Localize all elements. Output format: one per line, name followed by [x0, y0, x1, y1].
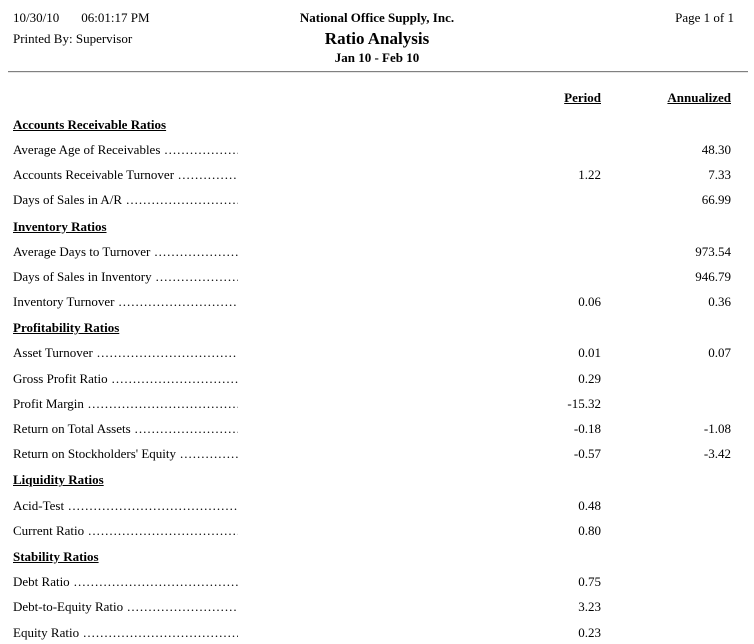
- dot-leader: [68, 498, 238, 514]
- period-value: -0.18: [573, 421, 601, 437]
- dot-leader: [88, 523, 238, 539]
- dot-leader: [164, 142, 238, 158]
- ratio-row: [13, 518, 731, 543]
- ratio-row: [13, 137, 731, 162]
- ratio-label: Acid-Test: [13, 497, 65, 513]
- ratio-label: Profit Margin: [13, 395, 84, 411]
- annualized-value: 48.30: [701, 141, 731, 157]
- column-header-row: [13, 85, 731, 110]
- annualized-value: -3.42: [703, 446, 731, 462]
- ratio-row: [13, 391, 731, 416]
- period-value: 0.48: [578, 497, 601, 513]
- dot-leader: [135, 421, 238, 437]
- period-value: 1.22: [578, 167, 601, 183]
- ratio-row: [13, 570, 731, 595]
- dot-leader: [180, 446, 238, 462]
- annualized-value: 973.54: [695, 243, 731, 259]
- print-info: [13, 10, 150, 47]
- ratio-row: [13, 493, 731, 518]
- ratio-label: Debt Ratio: [13, 574, 70, 590]
- ratio-table: [0, 73, 754, 644]
- ratio-row: [13, 595, 731, 620]
- ratio-row: [13, 239, 731, 264]
- section-heading: Liquidity Ratios: [13, 472, 104, 488]
- ratio-row: [13, 188, 731, 213]
- dot-leader: [88, 396, 238, 412]
- period-value: -15.32: [567, 395, 601, 411]
- period-value: -0.57: [573, 446, 601, 462]
- dot-leader: [127, 599, 238, 615]
- annualized-value: 946.79: [695, 268, 731, 284]
- annualized-value: 0.07: [708, 345, 731, 361]
- ratio-row: [13, 290, 731, 315]
- section-heading: Stability Ratios: [13, 548, 99, 564]
- print-time: 06:01:17 PM: [81, 10, 150, 25]
- printed-by: Printed By: Supervisor: [13, 31, 133, 46]
- report-title: Ratio Analysis: [324, 29, 430, 48]
- dot-leader: [97, 345, 238, 361]
- ratio-label: Asset Turnover: [13, 345, 93, 361]
- ratio-row: [13, 163, 731, 188]
- period-value: 0.29: [578, 370, 601, 386]
- period-column-header: Period: [564, 89, 601, 105]
- section-heading: Profitability Ratios: [13, 320, 120, 336]
- ratio-label: Inventory Turnover: [13, 294, 115, 310]
- ratio-row: [13, 442, 731, 467]
- period-value: 0.06: [578, 294, 601, 310]
- annualized-value: 7.33: [708, 167, 731, 183]
- print-datetime: [13, 10, 150, 26]
- period-value: 0.80: [578, 522, 601, 538]
- annualized-column-header: Annualized: [667, 89, 731, 105]
- ratio-label: Average Age of Receivables: [13, 141, 161, 157]
- dot-leader: [118, 294, 238, 310]
- dot-leader: [83, 625, 238, 641]
- report-header: [0, 0, 754, 71]
- dot-leader: [178, 167, 238, 183]
- page-number: Page 1 of 1: [675, 10, 734, 25]
- ratio-label: Accounts Receivable Turnover: [13, 167, 175, 183]
- ratio-row: [13, 341, 731, 366]
- ratio-label: Debt-to-Equity Ratio: [13, 599, 124, 615]
- dot-leader: [154, 244, 238, 260]
- ratio-label: Days of Sales in A/R: [13, 192, 123, 208]
- annualized-value: -1.08: [703, 421, 731, 437]
- ratio-label: Days of Sales in Inventory: [13, 268, 152, 284]
- section-heading: Inventory Ratios: [13, 218, 107, 234]
- dot-leader: [126, 192, 238, 208]
- ratio-label: Average Days to Turnover: [13, 243, 151, 259]
- print-date: 10/30/10: [13, 10, 60, 25]
- ratio-label: Gross Profit Ratio: [13, 370, 108, 386]
- ratio-label: Current Ratio: [13, 522, 85, 538]
- ratio-row: [13, 416, 731, 441]
- ratio-row: [13, 366, 731, 391]
- ratio-row: [13, 620, 731, 644]
- period-value: 0.23: [578, 624, 601, 640]
- table-body: [13, 112, 731, 644]
- annualized-value: 0.36: [708, 294, 731, 310]
- ratio-label: Return on Stockholders' Equity: [13, 446, 177, 462]
- annualized-value: 66.99: [701, 192, 731, 208]
- ratio-row: [13, 264, 731, 289]
- dot-leader: [74, 574, 238, 590]
- company-name: National Office Supply, Inc.: [299, 10, 455, 25]
- report-date-range: Jan 10 - Feb 10: [334, 50, 420, 65]
- ratio-label: Return on Total Assets: [13, 421, 131, 437]
- period-value: 3.23: [578, 599, 601, 615]
- dot-leader: [112, 371, 238, 387]
- dot-leader: [156, 269, 238, 285]
- period-value: 0.01: [578, 345, 601, 361]
- period-value: 0.75: [578, 574, 601, 590]
- ratio-label: Equity Ratio: [13, 624, 80, 640]
- section-heading: Accounts Receivable Ratios: [13, 116, 167, 132]
